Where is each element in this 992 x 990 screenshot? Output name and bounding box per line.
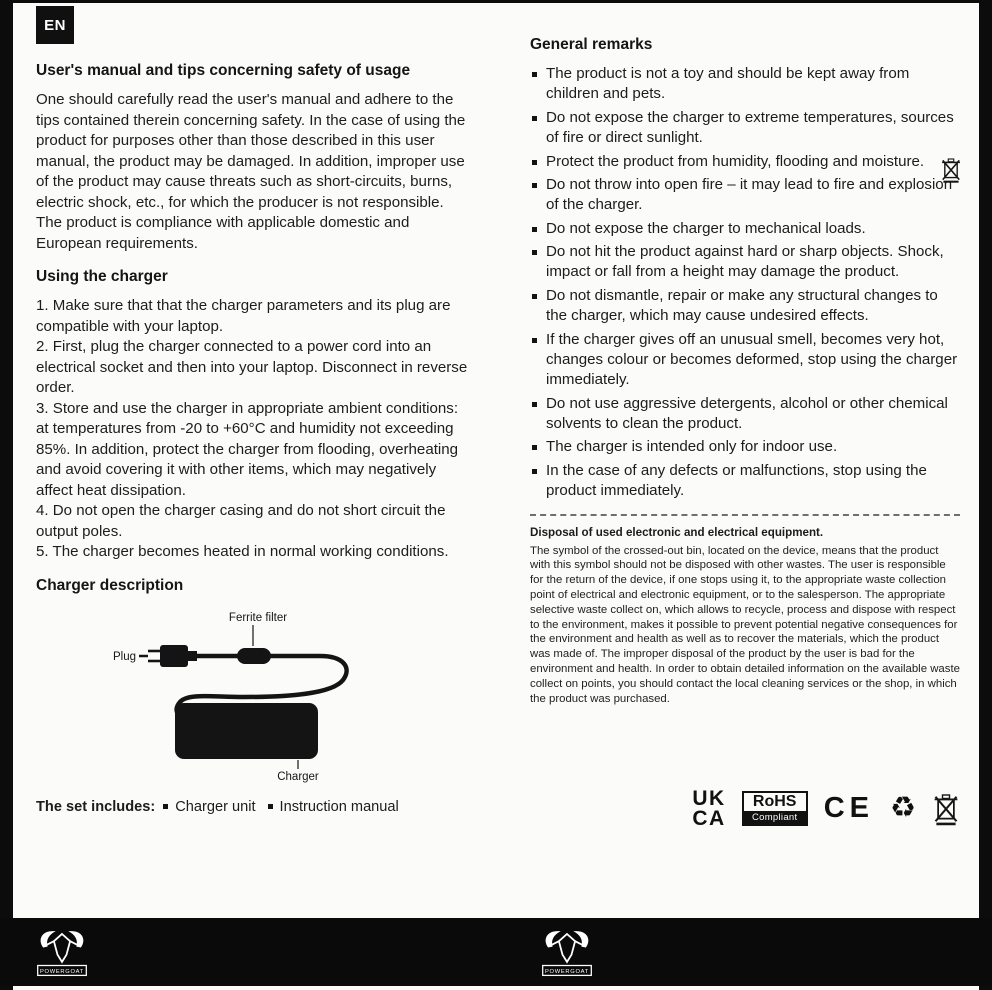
left-column bbox=[36, 62, 468, 815]
language-badge: EN bbox=[36, 6, 74, 44]
top-border bbox=[0, 0, 992, 3]
charger-steps-list bbox=[36, 296, 468, 563]
charger-body bbox=[175, 703, 318, 759]
weee-bin-icon bbox=[932, 791, 960, 827]
set-item-instruction-manual: Instruction manual bbox=[279, 798, 399, 815]
remark-item: Do not expose the charger to extreme temperatures, sources of fire or direct sunlight. bbox=[530, 108, 960, 149]
remark-item: If the charger gives off an unusual smell, becomes very hot, changes colour or becomes deformed, stop using the charger immediately. bbox=[530, 330, 960, 391]
ferrite-filter-bead bbox=[237, 648, 271, 664]
right-border bbox=[979, 0, 992, 990]
remark-item: Protect the product from humidity, flooding and moisture. bbox=[530, 152, 960, 172]
ukca-top: UK bbox=[692, 786, 726, 810]
recycle-icon: ♻ bbox=[890, 792, 916, 825]
square-bullet-icon bbox=[163, 804, 168, 809]
certification-marks bbox=[530, 786, 960, 830]
right-column bbox=[530, 36, 960, 828]
weee-bin-small-icon bbox=[940, 156, 962, 184]
heading-general-remarks: General remarks bbox=[530, 36, 653, 53]
heading-safety-usage: User's manual and tips concerning safety of usage bbox=[36, 62, 411, 79]
charger-step: 3. Store and use the charger in appropriate ambient conditions: at temperatures from -20 to +60°C and humidity not exceeding 85%. In addition, protect the charger from flooding, overheating and avoid covering it with other items, which may negatively affect heat dissipation. bbox=[36, 399, 459, 499]
dashed-divider bbox=[530, 514, 960, 516]
left-border bbox=[0, 0, 13, 990]
ferrite-filter-label: Ferrite filter bbox=[228, 611, 288, 624]
remark-item: Do not expose the charger to mechanical loads. bbox=[530, 219, 960, 239]
charger-step: 1. Make sure that that the charger parameters and its plug are compatible with your laptop. bbox=[36, 297, 451, 335]
disposal-paragraph: The symbol of the crossed-out bin, located on the device, means that the product with this symbol should not be disposed with other wastes. The user is responsible for the return of the device, if one stops using it, to the appropriate waste collection point of electrical and electronic equipment, or to the salesperson. The appropriate selective waste collect on, which allows to recycle, process and dispose with respect to the environment, makes it possible to prevent potential negative consequences for the environment and health as well as to recover the materials, which the product was made of. The improper disposal of the product by the user is bad for the environment and health. In order to obtain detailed information on the available waste collect on points, you should contact the local cleaning services or the shop, in which the product was purchased. bbox=[530, 544, 960, 705]
charger-label: Charger bbox=[277, 770, 319, 783]
heading-charger-description: Charger description bbox=[36, 576, 184, 594]
charger-step: 4. Do not open the charger casing and do not short circuit the output poles. bbox=[36, 502, 446, 540]
remark-item: The charger is intended only for indoor use. bbox=[530, 437, 960, 457]
safety-usage-paragraph: One should carefully read the user's manual and adhere to the tips contained therein concerning safety. In the case of using the product for purposes other than those described in this user manual, the product may be damaged. In addition, improper use of the product may cause threats such as short-circuits, burns, electric shock, etc., for which the producer is not responsible. The product is compliance with applicable domestic and European requirements. bbox=[36, 91, 466, 252]
powergoat-logo bbox=[35, 925, 89, 979]
remark-item: In the case of any defects or malfunctions, stop using the product immediately. bbox=[530, 461, 960, 502]
ukca-bottom: CA bbox=[692, 806, 726, 830]
rohs-compliant-label: Compliant bbox=[744, 811, 806, 824]
rohs-label: RoHS bbox=[752, 793, 797, 811]
heading-disposal: Disposal of used electronic and electrical equipment. bbox=[530, 525, 824, 539]
remark-item: Do not hit the product against hard or sharp objects. Shock, impact or fall from a height may damage the product. bbox=[530, 242, 960, 283]
remark-item: The product is not a toy and should be kept away from children and pets. bbox=[530, 64, 960, 105]
brand-name: POWERGOAT bbox=[39, 969, 85, 976]
brand-name: POWERGOAT bbox=[544, 969, 590, 976]
ukca-mark bbox=[692, 786, 726, 830]
heading-using-charger: Using the charger bbox=[36, 268, 168, 286]
plug-stem bbox=[188, 651, 197, 661]
charger-diagram-drawing bbox=[36, 605, 468, 783]
set-includes-label: The set includes: bbox=[36, 798, 156, 815]
footer-bar bbox=[0, 918, 992, 986]
remark-item: Do not use aggressive detergents, alcohol or other chemical solvents to clean the product. bbox=[530, 394, 960, 435]
ce-mark: CE bbox=[823, 792, 874, 825]
remark-item: Do not throw into open fire – it may lead to fire and explosion of the charger. bbox=[530, 175, 960, 216]
set-includes-line bbox=[36, 799, 468, 815]
general-remarks-list bbox=[530, 64, 960, 502]
plug-label: Plug bbox=[112, 650, 136, 663]
rohs-mark bbox=[742, 791, 808, 826]
square-bullet-icon bbox=[268, 804, 273, 809]
charger-step: 5. The charger becomes heated in normal working conditions. bbox=[36, 543, 449, 561]
charger-diagram bbox=[36, 605, 468, 783]
powergoat-logo bbox=[540, 925, 594, 979]
set-item-charger-unit: Charger unit bbox=[175, 798, 256, 815]
remark-item: Do not dismantle, repair or make any structural changes to the charger, which may cause undesired effects. bbox=[530, 286, 960, 327]
plug-body bbox=[160, 645, 188, 667]
charger-step: 2. First, plug the charger connected to a power cord into an electrical socket and then into your laptop. Disconnect in reverse order. bbox=[36, 338, 468, 397]
